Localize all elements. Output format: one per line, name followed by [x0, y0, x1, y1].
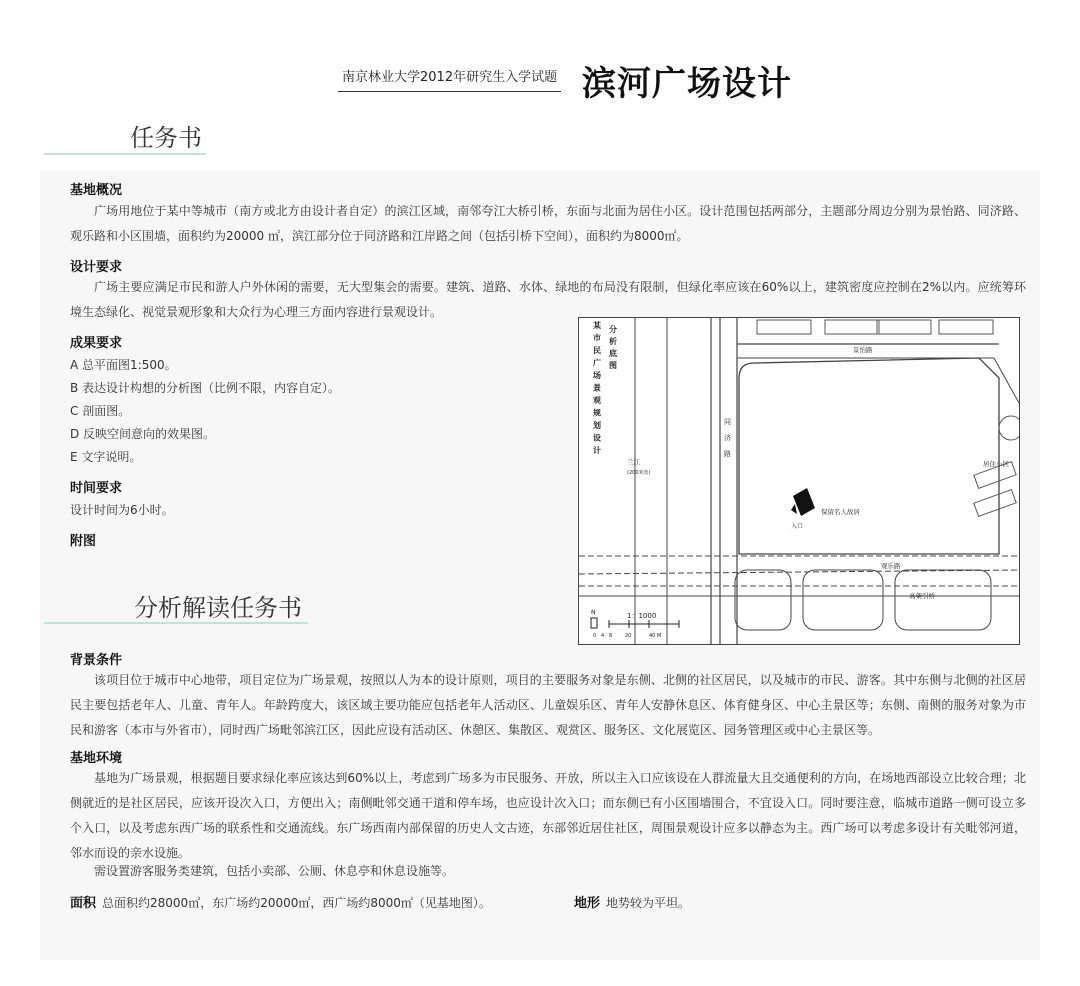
- guanle-road-label: 观乐路: [881, 562, 901, 570]
- heritage-label: 保留名人故居: [821, 508, 860, 516]
- area-text: 总面积约28000㎡，东广场约20000㎡，西广场约8000㎡（见基地图）。: [102, 896, 491, 910]
- environment-heading: 基地环境: [70, 751, 123, 766]
- parking-lot: [803, 570, 883, 630]
- scale-tick-label: 20: [625, 633, 632, 639]
- bridge-edge-line: [579, 570, 1019, 574]
- analysis-heading: 分析解读任务书: [134, 594, 302, 622]
- map-vertical-title: [592, 320, 601, 455]
- site-overview-text: 广场用地位于某中等城市（南方或北方由设计者自定）的滨江区域，南邻夸江大桥引桥，东面与北面为居住小区。设计范围包括两部分，主题部分周边分别为景怡路、同济路、观乐路和小区围墙，面积约为20000 ㎡，滨江部分位于同济路和江岸路之间（包括引桥下空间），面积约为8000㎡。: [70, 204, 1026, 243]
- north-label: N: [591, 609, 596, 616]
- river-width-label: (200米宽): [627, 470, 651, 476]
- map-vertical-char: 场: [593, 371, 601, 380]
- map-vertical-char: 景: [593, 383, 601, 393]
- map-vertical-char: 济: [724, 434, 731, 442]
- entrance-marker: [791, 504, 797, 514]
- map-vertical-char: 民: [593, 346, 601, 355]
- deliverable-item: C 剖面图。: [70, 404, 131, 418]
- site-base-map: [578, 317, 1020, 645]
- river-label: 兰江: [627, 458, 640, 466]
- deliverables-heading: 成果要求: [70, 336, 123, 351]
- scale-tick-label: 0: [593, 633, 597, 639]
- parking-lot: [895, 570, 991, 630]
- task-heading: 任务书: [130, 124, 202, 152]
- map-vertical-char: 规: [593, 408, 601, 418]
- map-vertical-char: 析: [609, 337, 617, 346]
- background-text: 该项目位于城市中心地带，项目定位为广场景观，按照以人为本的设计原则，项目的主要服务对象是东侧、北侧的社区居民，以及城市的市民、游客。其中东侧与北侧的社区居民主要包括老年人、儿童、青年人。年龄跨度大，该区域主要功能应包括老年人活动区、儿童娱乐区、青年人安静休息区、体育健身区、中心主景区等；东侧、南侧的服务对象为市民和游客（本市与外省市），同时西广场毗邻滨江区，因此应设有活动区、休憩区、集散区、观赏区、服务区、文化展览区、园务管理区或中心主景区等。: [70, 673, 1026, 737]
- parking-lot: [735, 570, 791, 630]
- terrain-label: 地形: [574, 896, 601, 911]
- exam-subtitle: 南京林业大学2012年研究生入学试题: [338, 66, 561, 92]
- map-vertical-char: 观: [593, 396, 601, 405]
- terrain-text: 地势较为平坦。: [606, 896, 691, 910]
- area-line: [70, 892, 491, 911]
- map-vertical-char: 市: [593, 333, 601, 343]
- map-vertical-char: 划: [593, 421, 601, 430]
- east-plaza-boundary: [739, 358, 999, 554]
- page-title: 滨河广场设计: [582, 64, 792, 104]
- north-arrow-icon: [591, 618, 597, 628]
- deliverable-item: B 表达设计构想的分析图（比例不限，内容自定）。: [70, 381, 341, 395]
- site-overview-heading: 基地概况: [70, 183, 123, 198]
- map-vertical-char: 分: [609, 325, 617, 334]
- background-heading: 背景条件: [70, 653, 123, 668]
- map-vertical-char: 同: [724, 418, 731, 426]
- time-req-text: 设计时间为6小时。: [70, 503, 174, 517]
- map-vertical-char: 计: [593, 446, 601, 455]
- deliverable-item: A 总平面图1:500。: [70, 358, 177, 372]
- jingyi-road-label: 景怡路: [853, 346, 873, 354]
- environment-text-2: 需设置游客服务类建筑，包括小卖部、公厕、休息亭和休息设施等。: [94, 864, 455, 878]
- design-req-text: 广场主要应满足市民和游人户外休闲的需要，无大型集会的需要。建筑、道路、水体、绿地的布局没有限制，但绿化率应该在60%以上，建筑密度应控制在2%以内。应统筹环境生态绿化、视觉景观形象和大众行为心理三方面内容进行景观设计。: [70, 280, 1026, 319]
- residential-building: [825, 320, 879, 334]
- tongji-road-label: [724, 418, 731, 458]
- map-vertical-subtitle: [608, 324, 617, 370]
- task-heading-rule: [44, 153, 206, 155]
- entrance-label: 入口: [791, 523, 804, 530]
- scale-tick-label: 8: [609, 633, 613, 639]
- map-vertical-char: 图: [609, 361, 617, 370]
- residential-building: [974, 490, 1016, 517]
- deliverable-item: D 反映空间意向的效果图。: [70, 427, 216, 441]
- attachment-heading: 附图: [70, 534, 97, 549]
- design-req-heading: 设计要求: [70, 260, 123, 275]
- residential-building: [939, 320, 993, 334]
- residential-building: [877, 320, 931, 334]
- map-vertical-char: 设: [593, 433, 601, 443]
- terrain-line: [574, 892, 690, 911]
- bridge-label: 高架引桥: [909, 592, 935, 600]
- residential-building: [757, 320, 811, 334]
- map-vertical-char: 底: [609, 349, 617, 358]
- environment-text: 基地为广场景观，根据题目要求绿化率应该达到60%以上，考虑到广场多为市民服务、开放，所以主入口应该设在人群流量大且交通便利的方向，在场地西部设立比较合理；北侧就近的是社区居民，应该开设次入口，方便出入；南侧毗邻交通干道和停车场，也应设计次入口；而东侧已有小区围墙围合，不宜设入口。同时要注意，临城市道路一侧可设立多个入口，以及考虑东西广场的联系性和交通流线。东广场西南内部保留的历史人文古迹，东部邻近居住社区，周围景观设计应多以静态为主。西广场可以考虑多设计有关毗邻河道，邻水而设的亲水设施。: [70, 771, 1026, 860]
- deliverable-item: E 文字说明。: [70, 450, 142, 464]
- scale-label: 1：1000: [627, 612, 657, 620]
- residential-circle: [999, 416, 1019, 440]
- residential-label: 居住小区: [983, 460, 1009, 468]
- residential-wall: [994, 358, 1019, 403]
- analysis-heading-rule: [44, 622, 308, 624]
- time-req-heading: 时间要求: [70, 481, 123, 496]
- map-vertical-char: 路: [724, 450, 731, 458]
- map-vertical-char: 某: [593, 321, 601, 330]
- scale-tick-label: 4: [601, 633, 605, 639]
- scale-tick-label: 40 M: [649, 633, 662, 639]
- map-vertical-char: 广: [593, 358, 601, 368]
- area-label: 面积: [70, 896, 97, 911]
